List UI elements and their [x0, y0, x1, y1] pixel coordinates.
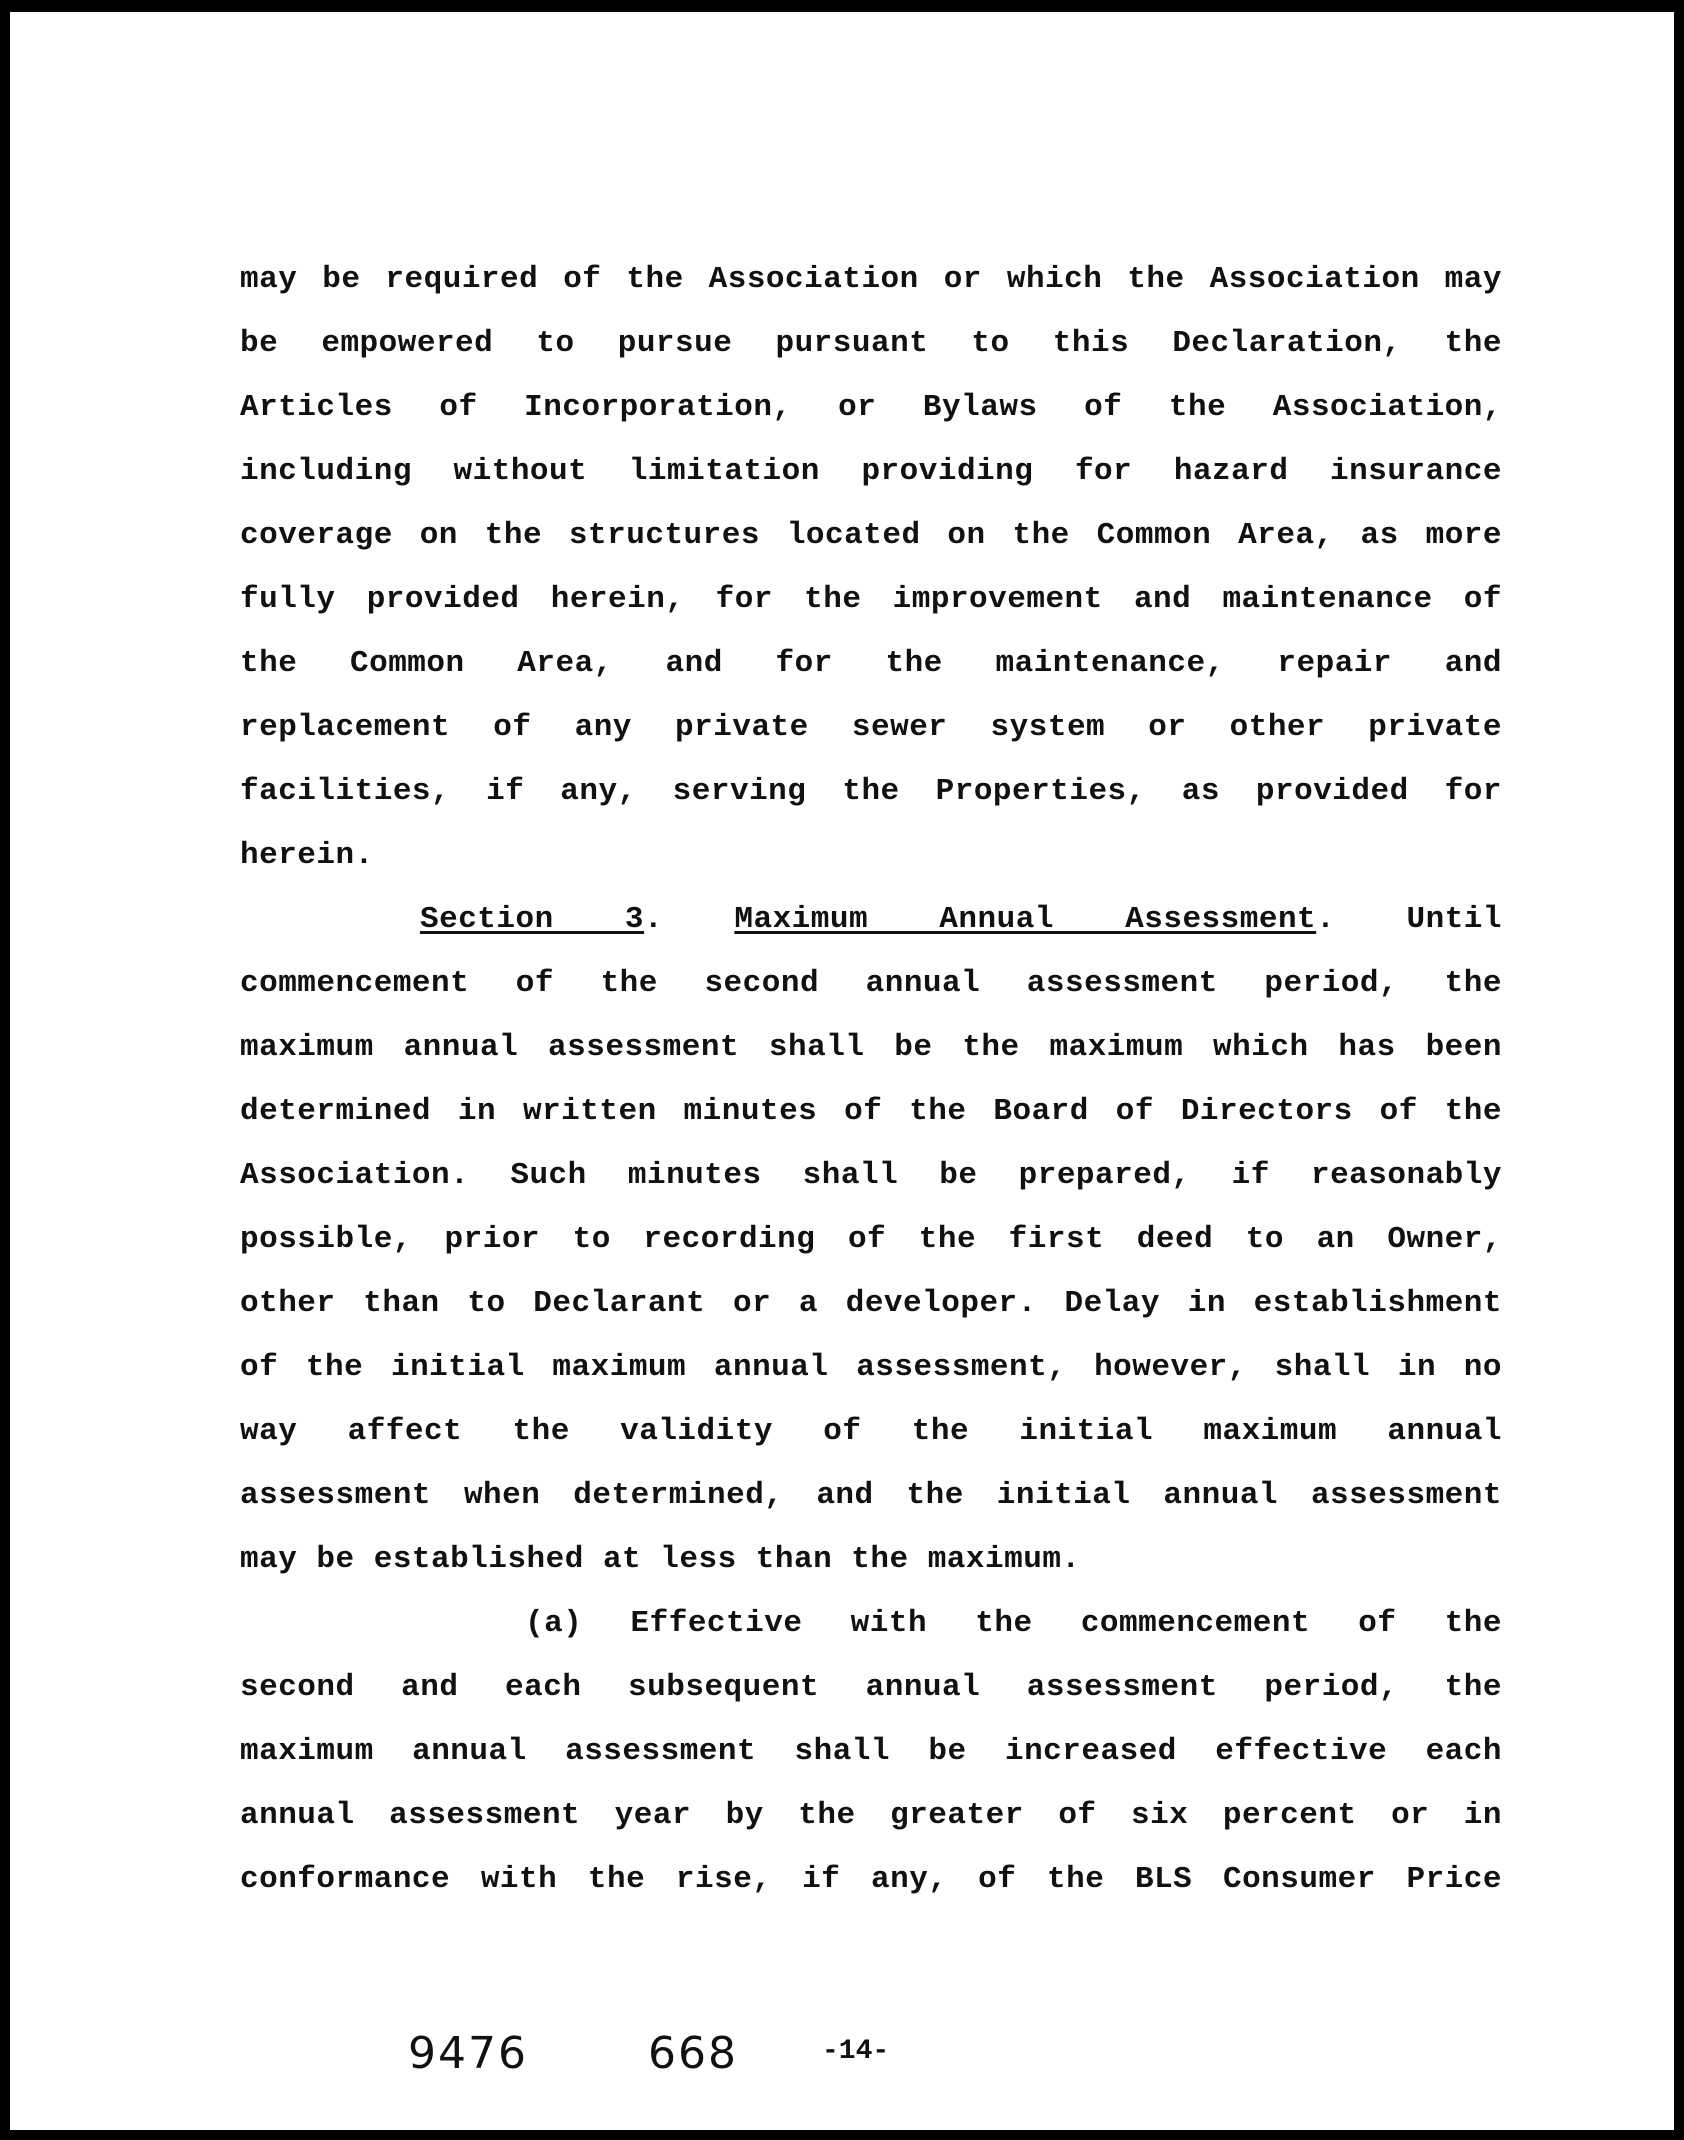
text-line: be empowered to pursue pursuant to this Declaration, the: [240, 326, 1502, 361]
text-line: assessment when determined, and the initial annual assessment: [240, 1478, 1502, 1513]
text-line: other than to Declarant or a developer. Delay in establishment: [240, 1286, 1502, 1321]
section-3-period: .: [644, 902, 664, 937]
text-line: Association. Such minutes shall be prepared, if reasonably: [240, 1158, 1502, 1193]
text-line: possible, prior to recording of the first deed to an Owner,: [240, 1222, 1502, 1257]
text-line: may be established at less than the maximum.: [240, 1542, 1081, 1577]
text-line: Articles of Incorporation, or Bylaws of the Association,: [240, 390, 1502, 425]
text-line: annual assessment year by the greater of six percent or in: [240, 1798, 1502, 1833]
text-line: including without limitation providing for hazard insurance: [240, 454, 1502, 489]
section-3-heading-line: [240, 888, 1502, 952]
subsection-a-first-line: (a) Effective with the commencement of the: [525, 1606, 1502, 1641]
text-line: the Common Area, and for the maintenance, repair and: [240, 646, 1502, 681]
section-3-title: Maximum Annual Assessment: [734, 902, 1317, 937]
text-line: may be required of the Association or which the Association may: [240, 262, 1502, 297]
text-line: commencement of the second annual assessment period, the: [240, 966, 1502, 1001]
text-line: second and each subsequent annual assessment period, the: [240, 1670, 1502, 1705]
text-line: coverage on the structures located on the Common Area, as more: [240, 518, 1502, 553]
text-line: maximum annual assessment shall be increased effective each: [240, 1734, 1502, 1769]
book-number: 9476: [408, 2028, 528, 2079]
text-line: way affect the validity of the initial maximum annual: [240, 1414, 1502, 1449]
text-line: facilities, if any, serving the Properties, as provided for: [240, 774, 1502, 809]
text-line: of the initial maximum annual assessment, however, shall in no: [240, 1350, 1502, 1385]
page-number: -14-: [822, 2036, 890, 2067]
section-3-label: Section 3: [420, 902, 645, 937]
document-page: [10, 12, 1674, 2130]
document-body: [240, 248, 1502, 1912]
text-line: determined in written minutes of the Board of Directors of the: [240, 1094, 1502, 1129]
section-3-first-word: Until: [1406, 902, 1503, 937]
text-line: herein.: [240, 838, 374, 873]
text-line: fully provided herein, for the improvement and maintenance of: [240, 582, 1502, 617]
section-3-title-period: .: [1316, 902, 1336, 937]
text-line: maximum annual assessment shall be the maximum which has been: [240, 1030, 1502, 1065]
text-line: replacement of any private sewer system or other private: [240, 710, 1502, 745]
text-line: conformance with the rise, if any, of the BLS Consumer Price: [240, 1862, 1502, 1897]
page-stamp-number: 668: [648, 2028, 738, 2079]
